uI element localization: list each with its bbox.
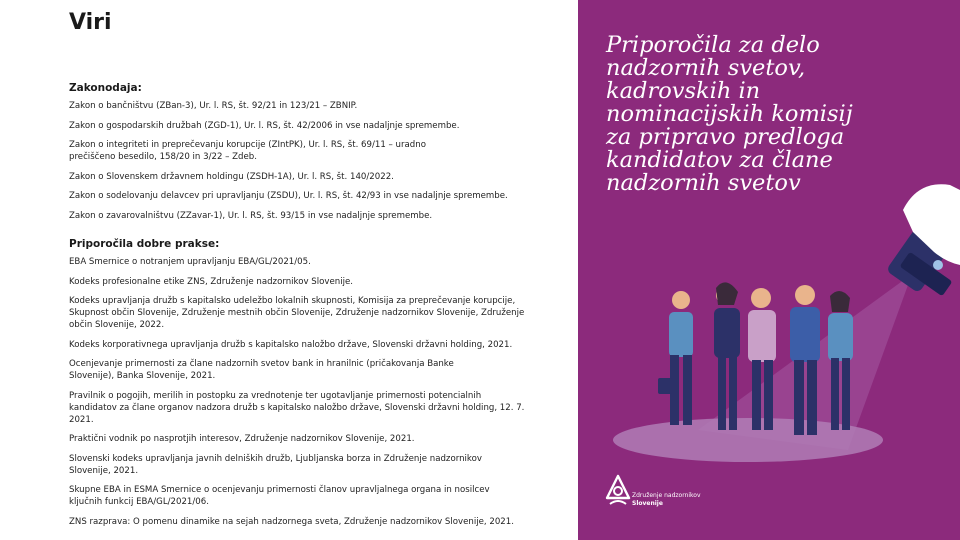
practice-item: ZNS razprava: O pomenu dinamike na sejah nadzornega sveta, Združenje nadzornikov Slovenije, 2021.: [69, 516, 514, 527]
person-1: [658, 291, 693, 425]
cover-title-line: nominacijskih komisij: [606, 101, 853, 127]
practice-item: Pravilnik o pogojih, merilih in postopku za vrednotenje ter ugotavljanje primernosti potencialnih kandidatov za člane organov nadzora družb s kapitalsko naložbo države, Slovenski državni holding, 12. 7. 2021.: [69, 390, 525, 425]
cover-title-line: kadrovskih in: [606, 78, 761, 104]
legislation-item: Zakon o gospodarskih družbah (ZGD-1), Ur. l. RS, št. 42/2006 in vse nadaljnje spremembe.: [69, 120, 460, 131]
organization-name: [632, 492, 701, 508]
report-cover: [578, 0, 960, 540]
cover-title-line: kandidatov za člane: [606, 147, 833, 173]
legislation-section: [69, 82, 549, 229]
page-title: Viri: [69, 10, 112, 35]
practice-item: Slovenski kodeks upravljanja javnih delniških družb, Ljubljanska borza in Združenje nadzornikov Slovenije, 2021.: [69, 453, 482, 476]
practice-item: Kodeks upravljanja družb s kapitalsko udeležbo lokalnih skupnosti, Komisija za preprečevanje korupcije, Skupnost občin Slovenije, Združenje mestnih občin Slovenije, Združenje nadzornikov Slovenije, Združenje občin Slovenije, 2022.: [69, 296, 525, 330]
cover-title-line: nadzornih svetov: [606, 170, 801, 196]
practice-item: Kodeks profesionalne etike ZNS, Združenje nadzornikov Slovenije.: [69, 276, 354, 287]
practices-heading: Priporočila dobre prakse:: [69, 238, 220, 250]
legislation-item: Zakon o bančništvu (ZBan-3), Ur. l. RS, št. 92/21 in 123/21 – ZBNIP.: [69, 101, 358, 111]
practice-item: Kodeks korporativnega upravljanja družb s kapitalsko naložbo države, Slovenski državni holding, 2021.: [69, 339, 513, 350]
practice-item: Ocenjevanje primernosti za člane nadzornih svetov bank in hranilnic (pričakovanja Banke Slovenije), Banka Slovenije, 2021.: [69, 359, 454, 381]
organization-name-line2: Slovenije: [632, 500, 663, 507]
person-2: [714, 282, 740, 430]
cover-title: [606, 34, 906, 195]
cover-title-line: za pripravo predloga: [606, 124, 845, 150]
zns-logo-icon: [605, 474, 631, 506]
legislation-item: Zakon o Slovenskem državnem holdingu (ZSDH-1A), Ur. l. RS, št. 140/2022.: [69, 171, 394, 182]
legislation-item: Zakon o sodelovanju delavcev pri upravljanju (ZSDU), Ur. l. RS, št. 42/93 in vse nadaljnje spremembe.: [69, 191, 508, 201]
organization-name-line1: Združenje nadzornikov: [632, 492, 701, 499]
legislation-heading: Zakonodaja:: [69, 82, 142, 94]
legislation-item: Zakon o zavarovalništvu (ZZavar-1), Ur. l. RS, št. 93/15 in vse nadaljnje spremembe.: [69, 210, 433, 221]
practices-section: [69, 238, 529, 535]
cover-title-line: nadzornih svetov,: [606, 55, 806, 81]
legislation-item: Zakon o integriteti in preprečevanju korupcije (ZIntPK), Ur. l. RS, št. 69/11 – uradno prečiščeno besedilo, 158/20 in 3/22 – Zdeb.: [69, 140, 426, 162]
cover-title-line: Priporočila za delo: [606, 32, 820, 58]
practice-item: Skupne EBA in ESMA Smernice o ocenjevanju primernosti članov upravljalnega organa in nosilcev ključnih funkcij EBA/GL/2021/06.: [69, 485, 490, 507]
practice-item: EBA Smernice o notranjem upravljanju EBA/GL/2021/05.: [69, 257, 311, 267]
practice-item: Praktični vodnik po nasprotjih interesov, Združenje nadzornikov Slovenije, 2021.: [69, 434, 415, 444]
